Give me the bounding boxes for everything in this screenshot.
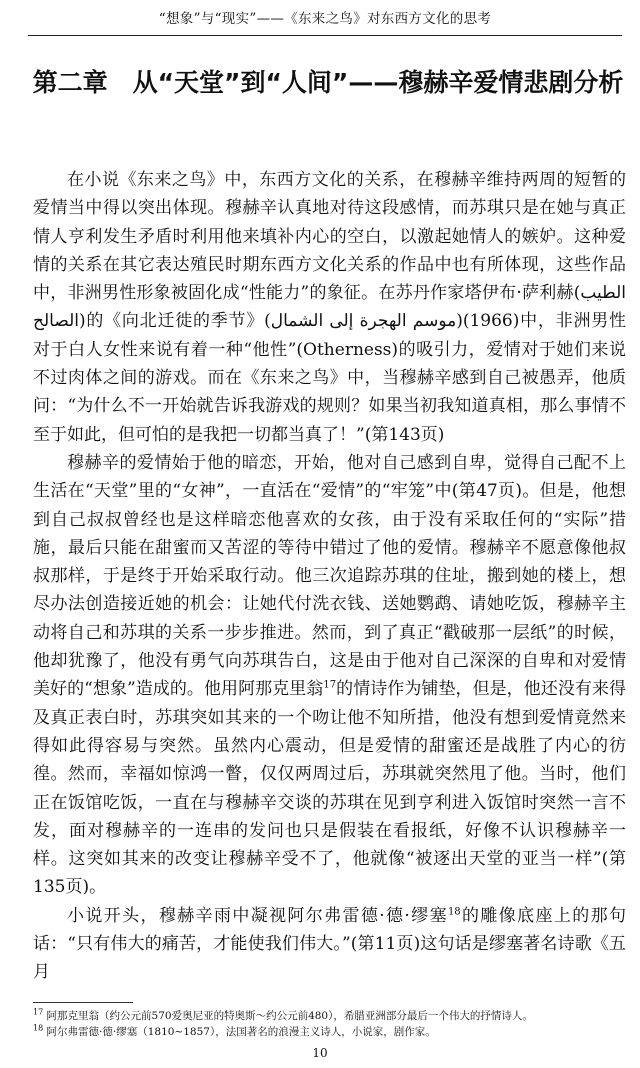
paragraph [33,166,626,449]
footnote-17 [33,1008,626,1024]
paragraph [33,902,626,987]
chapter-title: 第二章 从“天堂”到“人间”——穆赫辛爱情悲剧分析 [32,68,624,97]
running-header: “想象”与“现实”——《东来之鸟》对东西方文化的思考 [158,11,492,27]
footnote-number: 18 [33,1023,44,1033]
paragraph [33,449,626,902]
footnote-ref-17[interactable]: 17 [323,679,337,691]
footnote-number: 17 [33,1007,44,1017]
header-divider [28,35,622,36]
footnote-divider [33,1002,133,1003]
paragraph-text: 在小说《东来之鸟》中，东西方文化的关系，在穆赫辛维持两周的短暂的爱情当中得以突出体现。穆赫辛认真地对待这段感情，而苏琪只是在她与真正情人亨利发生矛盾时利用他来填补内心的空白，以激起她情人的嫉妒。这种爱情的关系在其它表达殖民时期东西方文化关系的作品中也有所体现，这些作品中，非洲男性形象被固化成“性能力”的象征。在苏丹作家塔伊布·萨利赫(الطيب الصالح)的《向北迁徙的季节》(موسم الهجرة إلى الشمال)(1966)中，非洲男性对于白人女性来说有着一种“他性”(Otherness)的吸引力，爱情对于她们来说不过肉体之间的游戏。而在《东来之鸟》中，当穆赫辛感到自己被愚弄，他质问：“为什么不一开始就告诉我游戏的规则？如果当初我知道真相，那么事情不至于如此，但可怕的是我把一切都当真了！”(第143页) [33,170,626,445]
paragraph-text: 小说开头，穆赫辛雨中凝视阿尔弗雷德·德·缪塞 [67,905,448,926]
footnote-18 [33,1024,626,1040]
paragraph-text: 穆赫辛的爱情始于他的暗恋，开始，他对自己感到自卑，觉得自己配不上生活在“天堂”里的“女神”，一直活在“爱情”的“牢笼”中(第47页)。但是，他想到自己叔叔曾经也是这样暗恋他喜欢的女孩，由于没有采取任何的“实际”措施，最后只能在甜蜜而又苦涩的等待中错过了他的爱情。穆赫辛不愿意像他叔叔那样，于是终于开始采取行动。他三次追踪苏琪的住址，搬到她的楼上，想尽办法创造接近她的机会：让她代付洗衣钱、送她鹦鹉、请她吃饭，穆赫辛主动将自己和苏琪的关系一步步推进。然而，到了真正“戳破那一层纸”的时候，他却犹豫了，他没有勇气向苏琪告白，这是由于他对自己深深的自卑和对爱情美好的“想象”造成的。他用阿那克里翁 [33,452,626,700]
page-number: 10 [312,1046,328,1060]
paragraph-text: 的雕像底座上的那句话：“只有伟大的痛苦，才能使我们伟大。”(第11页)这句话是缪塞著名诗歌《五月 [33,905,626,983]
body-text [33,166,626,987]
footnote-ref-18[interactable]: 18 [447,906,461,918]
paragraph-text: 的情诗作为铺垫，但是，他还没有来得及真正表白时，苏琪突如其来的一个吻让他不知所措，他没有想到爱情竟然来得如此得容易与突然。虽然内心震动，但是爱情的甜蜜还是战胜了内心的彷徨。然而，幸福如惊鸿一瞥，仅仅两周过后，苏琪就突然甩了他。当时，他们正在饭馆吃饭，一直在与穆赫辛交谈的苏琪在见到亨利进入饭馆时突然一言不发，面对穆赫辛的一连串的发问也只是假装在看报纸，好像不认识穆赫辛一样。这突如其来的改变让穆赫辛受不了，他就像“被逐出天堂的亚当一样”(第135页)。 [33,679,627,898]
footnote-text: 阿那克里翁（约公元前570爱奥尼亚的特奥斯～约公元前480），希腊亚洲部分最后一个伟大的抒情诗人。 [46,1010,533,1022]
footnote-text: 阿尔弗雷德·德·缪塞（1810~1857），法国著名的浪漫主义诗人，小说家，剧作家。 [46,1026,436,1038]
footnotes [33,1008,626,1040]
